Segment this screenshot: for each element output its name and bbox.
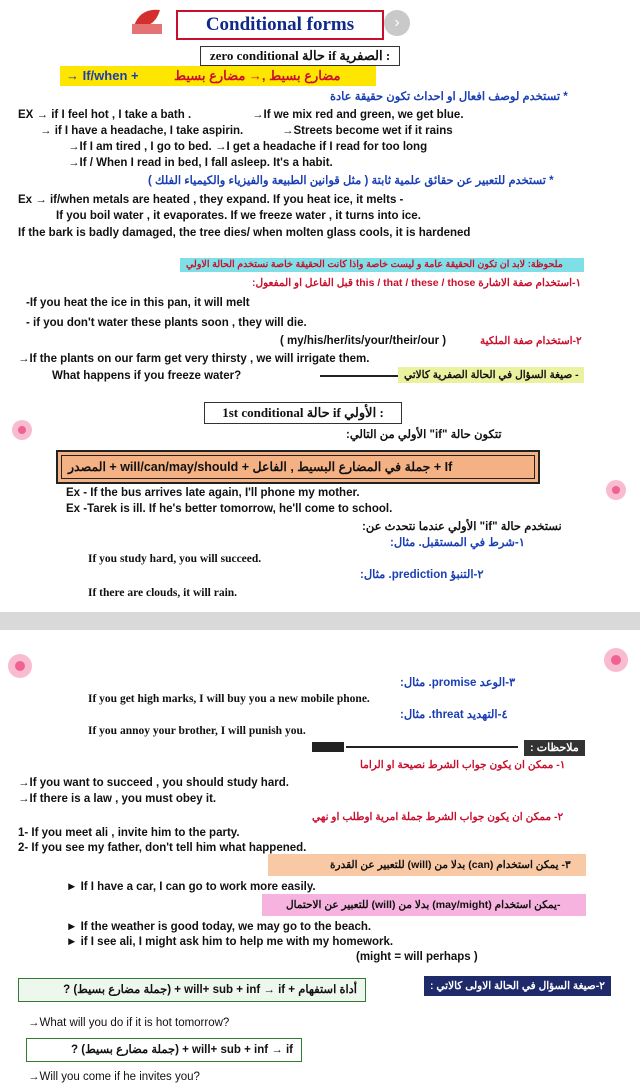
first-intro: تتكون حالة "if" الأولي من التالي:	[346, 429, 502, 441]
zero-question-example: What happens if you freeze water?	[52, 370, 242, 382]
zero-example-4: →If / When I read in bed, I fall asleep. It's a habit.	[68, 157, 333, 169]
question-form-header: ٢-صيغة السؤال في الحالة الاولى كالاتي :	[424, 976, 611, 996]
zero-example-1a: EX → if I feel hot , I take a bath .	[18, 109, 192, 121]
zero-example-3: →If I am tired , I go to bed. →I get a headache if I read for too long	[68, 141, 428, 153]
question-example-2: →Will you come if he invites you?	[28, 1071, 200, 1083]
first-conditional-header: 1st conditional حالة if الأولي :	[204, 402, 402, 424]
flower-icon	[0, 646, 40, 686]
first-use-2-example: If there are clouds, it will rain.	[88, 587, 238, 599]
zero-example-7: If the bark is badly damaged, the tree dies/ when molten glass cools, it is hardened	[18, 227, 471, 239]
page-title: Conditional forms	[176, 10, 384, 40]
note-a-example-2: →If there is a law , you must obey it.	[18, 793, 217, 805]
page-two	[0, 630, 640, 1082]
question-example-1: →What will you do if it is hot tomorrow?	[28, 1017, 230, 1029]
note-1-example-2: - if you don't water these plants soon , they will die.	[26, 317, 307, 329]
zero-use-2: * تستخدم للتعبير عن حقائق علمية ثابتة ( مثل قوانين الطبيعة والفيزياء والكيمياء الفلك )	[148, 175, 554, 187]
zero-formula-en: → If/when +	[66, 68, 139, 83]
zero-example-1b: →If we mix red and green, we get blue.	[252, 109, 464, 121]
zero-example-5: Ex → if/when metals are heated , they expand. If you heat ice, it melts -	[18, 194, 404, 206]
note-a: ١- ممكن ان يكون جواب الشرط نصيحة او الراما	[360, 759, 566, 771]
red-drop-icon	[130, 6, 164, 36]
first-formula-text: If + جملة في المضارع البسيط , الفاعل + will/can/may/should + المصدر	[68, 460, 453, 474]
zero-conditional-header: zero conditional حالة if الصفرية :	[200, 46, 400, 66]
note-c-example: ► If I have a car, I can go to work more easily.	[66, 881, 316, 893]
note-b-example-1: 1- If you meet ali , invite him to the party.	[18, 827, 240, 839]
first-use-intro: نستخدم حالة "if" الأولي عندما نتحدث عن:	[362, 521, 562, 533]
first-use-3-example: If you get high marks, I will buy you a new mobile phone.	[88, 693, 370, 705]
note-d: -يمكن استخدام (may/might) بدلا من (will) للتعبير عن الاحتمال	[286, 899, 561, 911]
first-formula-box	[56, 450, 540, 484]
flower-icon	[596, 640, 636, 680]
first-use-1: ١-شرط في المستقبل. مثال:	[390, 537, 525, 549]
note-b: ٢- ممكن ان يكون جواب الشرط جملة امرية اوطلب او نهي	[312, 811, 564, 823]
arrow-left-icon	[320, 375, 398, 377]
note-a-example-1: →If you want to succeed , you should study hard.	[18, 777, 289, 789]
note-d-explanation: (might = will perhaps )	[356, 951, 478, 963]
note-c: ٣- يمكن استخدام (can) بدلا من (will) للتعبير عن القدرة	[330, 859, 571, 871]
zero-use-1: * تستخدم لوصف افعال او احداث تكون حقيقة عادة	[330, 91, 568, 103]
note-2-example: →If the plants on our farm get very thirsty , we will irrigate them.	[18, 353, 370, 365]
arrow-left-icon	[346, 746, 518, 748]
page-separator	[0, 612, 640, 630]
first-example-1: Ex - If the bus arrives late again, I'll phone my mother.	[66, 487, 360, 499]
zero-example-2b: →Streets become wet if it rains	[282, 125, 453, 137]
note-d-example-2: ► if I see ali, I might ask him to help me with my homework.	[66, 936, 394, 948]
first-use-4-example: If you annoy your brother, I will punish you.	[88, 725, 306, 737]
zero-note: ملحوظة: لابد ان تكون الحقيقة عامة و ليست خاصة واذا كانت الحقيقة خاصة نستخدم الحالة الاولي	[186, 259, 563, 270]
flower-icon	[2, 410, 42, 450]
question-formula-2: will+ sub + inf → if + (جملة مضارع بسيط) ?	[26, 1038, 302, 1062]
note-b-example-2: 2- If you see my father, don't tell him what happened.	[18, 842, 307, 854]
zero-example-2a: → if I have a headache, I take aspirin.	[40, 125, 244, 137]
zero-question-label: - صيغة السؤال في الحالة الصفرية كالاتي	[404, 369, 579, 381]
first-example-2: Ex -Tarek is ill. If he's better tomorrow, he'll come to school.	[66, 503, 393, 515]
note-1-example-1: -If you heat the ice in this pan, it will melt	[26, 297, 250, 309]
zero-note-1: ١-استخدام صفة الاشارة this / that / these / those قبل الفاعل او المفعول:	[252, 277, 582, 289]
flower-icon	[596, 470, 636, 510]
first-use-4: ٤-التهديد threat. مثال:	[400, 709, 508, 721]
question-formula-1: أداة استفهام + will+ sub + inf → if + (جملة مضارع بسيط) ?	[18, 978, 366, 1002]
divider-bar	[312, 742, 344, 752]
chevron-right-icon: ›	[384, 10, 410, 36]
possessive-list: ( my/his/her/its/your/their/our )	[280, 335, 447, 347]
notes-header: ملاحظات :	[524, 740, 585, 756]
zero-note-2: ٢-استخدام صفة الملكية	[480, 335, 582, 347]
first-use-1-example: If you study hard, you will succeed.	[88, 553, 262, 565]
first-use-2: ٢-التنبؤ prediction. مثال:	[360, 569, 484, 581]
first-use-3: ٣-الوعد promise. مثال:	[400, 677, 516, 689]
note-d-example-1: ► If the weather is good today, we may go to the beach.	[66, 921, 372, 933]
zero-formula-ar: مضارع بسيط ,→ مضارع بسيط	[174, 68, 341, 83]
zero-example-6: If you boil water , it evaporates. If we freeze water , it turns into ice.	[56, 210, 421, 222]
